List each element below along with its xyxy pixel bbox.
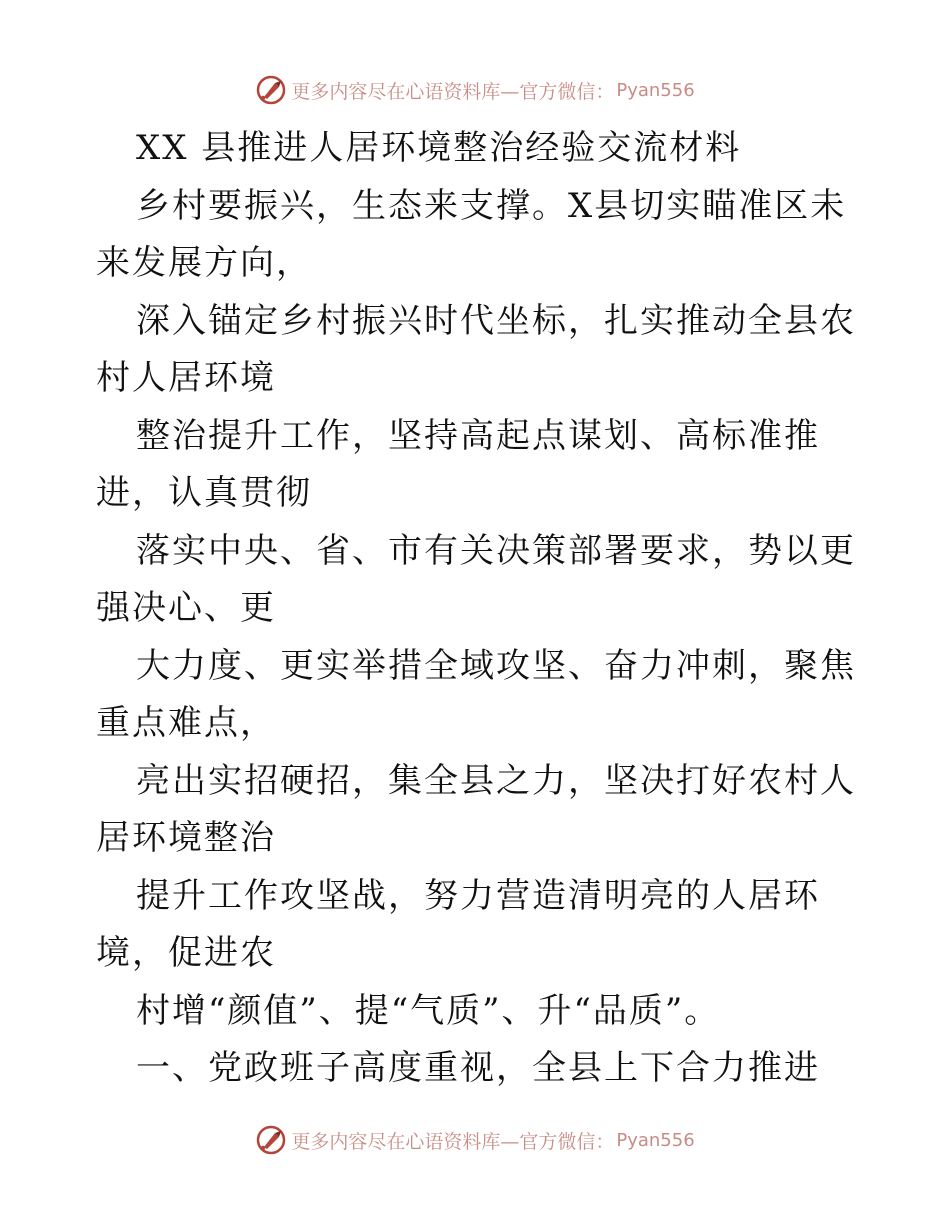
header-banner-text: 更多内容尽在心语资料库—官方微信： [291, 80, 615, 103]
paragraph-line: 村增“颜值”、提“气质”、升“品质”。 [136, 990, 721, 1031]
paragraph-line: 提升工作攻坚战，努力营造清明亮的人居环境，促进农 [96, 875, 820, 973]
paragraph-line: 深入锚定乡村振兴时代坐标，扎实推动全县农村人居环境 [96, 300, 856, 398]
section-heading: 一、党政班子高度重视，全县上下合力推进 [136, 1048, 820, 1088]
document-title: XX 县推进人居环境整治经验交流材料 [136, 128, 742, 168]
header-watermark-banner [0, 70, 950, 110]
paragraph-line: 乡村要振兴，生态来支撑。X县切实瞄准区未来发展方向， [96, 185, 847, 283]
paragraph-line: 落实中央、省、市有关决策部署要求，势以更强决心、更 [96, 530, 856, 628]
paragraph-line: 亮出实招硬招，集全县之力，坚决打好农村人居环境整治 [96, 760, 856, 858]
header-wechat-id: Pyan556 [616, 79, 695, 101]
footer-wechat-id: Pyan556 [616, 1129, 695, 1151]
document-body [96, 120, 866, 1098]
footer-watermark-banner [0, 1120, 950, 1160]
pen-nib-logo-icon [255, 1124, 287, 1156]
pen-nib-logo-icon [255, 74, 287, 106]
footer-banner-text: 更多内容尽在心语资料库—官方微信： [291, 1130, 615, 1153]
paragraph-line: 大力度、更实举措全域攻坚、奋力冲刺，聚焦重点难点， [96, 645, 856, 743]
paragraph-line: 整治提升工作，坚持高起点谋划、高标准推进，认真贯彻 [96, 415, 820, 513]
